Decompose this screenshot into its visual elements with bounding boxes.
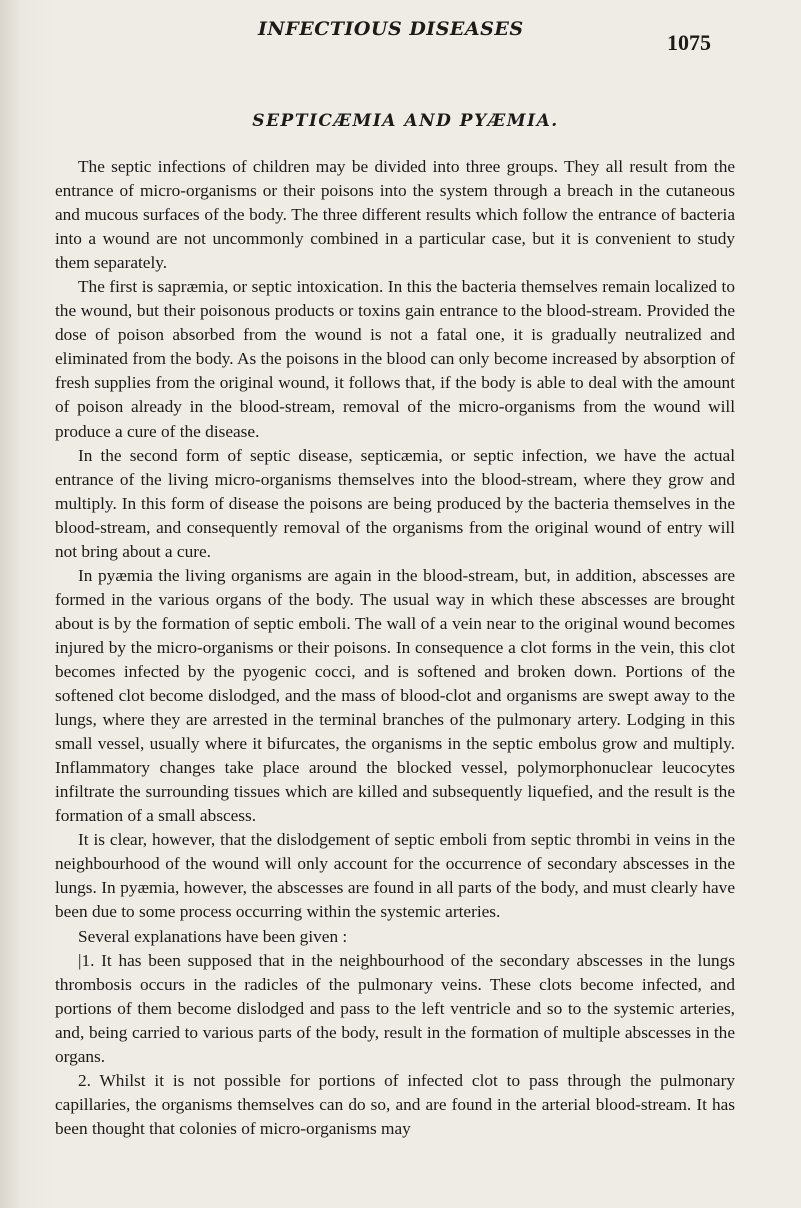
page-number: 1075 — [667, 30, 711, 55]
list-item: 2. Whilst it is not possible for portions of infected clot to pass through the pulmonary capillaries, the organisms themselves can do so, and are found in the arterial blood-stream. It has been thought that colonies of micro-organisms may — [55, 1070, 735, 1138]
paragraph: The septic infections of children may be divided into three groups. They all result from the entrance of micro-organisms or their poisons into the system through a breach in the cutaneous and mucous surfaces of the body. The three different results which follow the entrance of bacteria into a wound are not uncommonly combined in a particular case, but it is convenient to study them separately. — [55, 157, 735, 273]
running-head-title: INFECTIOUS DISEASES — [258, 18, 524, 40]
list-item: |1. It has been supposed that in the neighbourhood of the secondary abscesses in the lungs thrombosis occurs in the radicles of the pulmonary veins. These clots become infected, and portions of them become dislodged and pass to the left ventricle and so to the systemic arteries, and, being carried to various parts of the body, result in the formation of multiple abscesses in the organs. — [55, 950, 735, 1066]
paragraph: The first is sapræmia, or septic intoxication. In this the bacteria themselves remain localized to the wound, but their poisonous products or toxins gain entrance to the blood-stream. Provided the dose of poison absorbed from the wound is not a fatal one, it is gradually neutralized and eliminated from the body. As the poisons in the blood can only become increased by absorption of fresh supplies from the original wound, it follows that, if the body is able to deal with the amount of poison already in the blood-stream, removal of the micro-organisms from the wound will produce a cure of the disease. — [55, 277, 735, 441]
body-text — [55, 155, 735, 1141]
paragraph: In the second form of septic disease, septicæmia, or septic infection, we have the actual entrance of the living micro-organisms themselves into the blood-stream, where they grow and multiply. In this form of disease the poisons are being produced by the bacteria themselves in the blood-stream, and consequently removal of the organisms from the original wound of entry will not bring about a cure. — [55, 445, 735, 561]
paragraph: In pyæmia the living organisms are again in the blood-stream, but, in addition, abscesses are formed in the various organs of the body. The usual way in which these abscesses are brought about is by the formation of septic emboli. The wall of a vein near to the original wound becomes injured by the micro-organisms or their poisons. In consequence a clot forms in the vein, this clot becomes infected by the pyogenic cocci, and is softened and broken down. Portions of the softened clot become dislodged, and the mass of blood-clot and organisms are swept away to the lungs, where they are arrested in the terminal branches of the pulmonary artery. Lodging in this small vessel, usually where it bifurcates, the organisms in the septic embolus grow and multiply. Inflammatory changes take place around the blocked vessel, polymorphonuclear leucocytes infiltrate the surrounding tissues which are killed and subsequently liquefied, and the result is the formation of a small abscess. — [55, 565, 735, 826]
paragraph: Several explanations have been given : — [78, 926, 348, 946]
running-head — [0, 18, 801, 58]
paragraph: It is clear, however, that the dislodgement of septic emboli from septic thrombi in veins in the neighbourhood of the wound will only account for the occurrence of secondary abscesses in the lungs. In pyæmia, however, the abscesses are found in all parts of the body, and must clearly have been due to some process occurring within the systemic arteries. — [55, 830, 735, 922]
section-heading: SEPTICÆMIA AND PYÆMIA. — [252, 111, 559, 131]
